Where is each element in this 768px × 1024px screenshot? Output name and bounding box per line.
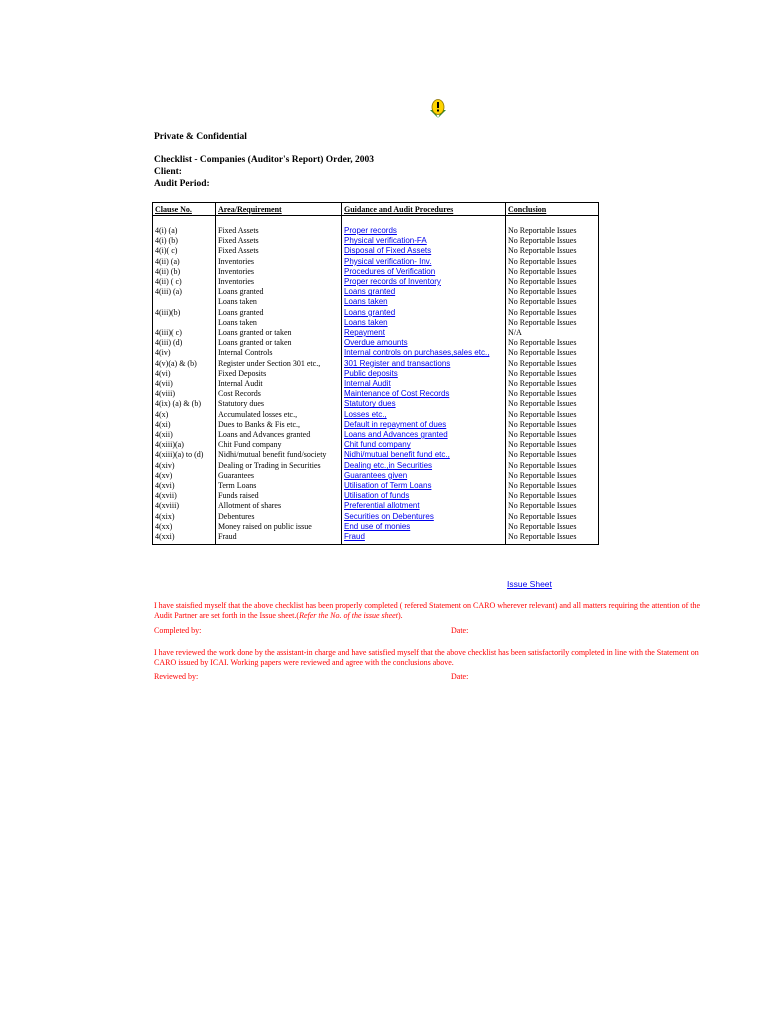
conclusion-cell: No Reportable Issues — [508, 409, 577, 419]
table-row — [153, 399, 599, 409]
guidance-link[interactable]: Loans taken — [342, 318, 506, 328]
conclusion-cell: No Reportable Issues — [508, 399, 577, 409]
guidance-link[interactable]: Securities on Debentures — [342, 512, 506, 522]
table-row — [153, 440, 599, 450]
area-cell: Term Loans — [216, 481, 342, 491]
area-cell: Inventories — [216, 257, 342, 267]
table-row — [153, 410, 599, 420]
area-cell: Fixed Deposits — [216, 369, 342, 379]
area-cell: Register under Section 301 etc., — [216, 359, 342, 369]
conclusion-cell: N/A — [508, 328, 522, 338]
table-row — [153, 318, 599, 328]
table-row — [153, 389, 599, 399]
guidance-link[interactable]: Internal Audit — [342, 379, 506, 389]
clause-cell: 4(xviii) — [153, 501, 216, 511]
conclusion-cell: No Reportable Issues — [508, 368, 577, 378]
clause-cell: 4(iii)( c) — [153, 328, 216, 338]
guidance-link[interactable]: Utilisation of funds — [342, 491, 506, 501]
table-row — [153, 532, 599, 545]
guidance-link[interactable]: End use of monies — [342, 522, 506, 532]
declaration-italic-note: Refer the No. of the issue sheet — [299, 611, 398, 620]
guidance-link[interactable]: Maintenance of Cost Records — [342, 389, 506, 399]
clause-cell: 4(xiii)(a) — [153, 440, 216, 450]
conclusion-cell: No Reportable Issues — [508, 277, 577, 287]
table-row — [153, 491, 599, 501]
table-row — [153, 277, 599, 287]
guidance-link[interactable]: Preferential allotment — [342, 501, 506, 511]
area-cell: Fixed Assets — [216, 246, 342, 256]
area-cell: Nidhi/mutual benefit fund/society — [216, 450, 342, 460]
table-row — [153, 501, 599, 511]
area-cell: Accumulated losses etc., — [216, 410, 342, 420]
conclusion-cell: No Reportable Issues — [508, 317, 577, 327]
guidance-link[interactable]: Public deposits — [342, 369, 506, 379]
table-row — [153, 420, 599, 430]
checklist-table — [152, 202, 599, 545]
guidance-link[interactable]: 301 Register and transactions — [342, 359, 506, 369]
clause-cell: 4(vii) — [153, 379, 216, 389]
clause-cell: 4(i)( c) — [153, 246, 216, 256]
area-cell: Statutory dues — [216, 399, 342, 409]
clause-cell: 4(vi) — [153, 369, 216, 379]
guidance-link[interactable]: Overdue amounts — [342, 338, 506, 348]
completed-by-label: Completed by: — [154, 626, 202, 635]
conclusion-cell: No Reportable Issues — [508, 287, 577, 297]
area-cell: Fixed Assets — [216, 226, 342, 236]
clause-cell: 4(xx) — [153, 522, 216, 532]
conclusion-cell: No Reportable Issues — [508, 246, 577, 256]
area-cell: Inventories — [216, 267, 342, 277]
logo-icon — [428, 98, 448, 120]
area-cell: Allotment of shares — [216, 501, 342, 511]
guidance-link[interactable]: Fraud — [342, 532, 506, 545]
table-row — [153, 471, 599, 481]
table-row — [153, 267, 599, 277]
clause-cell: 4(iii) (d) — [153, 338, 216, 348]
guidance-link[interactable]: Loans granted — [342, 308, 506, 318]
table-row — [153, 450, 599, 460]
area-cell: Debentures — [216, 512, 342, 522]
guidance-link[interactable]: Physical verification-FA — [342, 236, 506, 246]
conclusion-cell: No Reportable Issues — [508, 491, 577, 501]
conclusion-cell: No Reportable Issues — [508, 470, 577, 480]
table-row — [153, 430, 599, 440]
table-row — [153, 512, 599, 522]
area-cell: Fraud — [216, 532, 342, 545]
clause-cell: 4(xix) — [153, 512, 216, 522]
area-cell: Guarantees — [216, 471, 342, 481]
conclusion-cell: No Reportable Issues — [508, 440, 577, 450]
conclusion-cell: No Reportable Issues — [508, 226, 577, 235]
confidential-label: Private & Confidential — [154, 132, 247, 142]
guidance-link[interactable]: Losses etc., — [342, 410, 506, 420]
review-declaration: I have reviewed the work done by the assistant-in charge and have satisfied myself that the above checklist has been satisfactorily completed in line with the Statement on CARO issued by ICAI. Working papers were reviewed and agree with the conclusions above. — [154, 648, 699, 667]
table-row — [153, 481, 599, 491]
table-row — [153, 236, 599, 246]
conclusion-cell: No Reportable Issues — [508, 379, 577, 389]
guidance-link[interactable]: Procedures of Verification — [342, 267, 506, 277]
clause-cell: 4(iii) (a) — [153, 287, 216, 297]
clause-cell: 4(x) — [153, 410, 216, 420]
area-cell: Loans taken — [216, 318, 342, 328]
column-header-guidance: Guidance and Audit Procedures — [342, 203, 506, 216]
clause-cell: 4(ii) ( c) — [153, 277, 216, 287]
table-row — [153, 257, 599, 267]
completed-date-label: Date: — [451, 626, 469, 635]
clause-cell: 4(xiv) — [153, 461, 216, 471]
guidance-link[interactable]: Proper records — [342, 226, 506, 236]
conclusion-cell: No Reportable Issues — [508, 307, 577, 317]
table-row — [153, 287, 599, 297]
area-cell: Funds raised — [216, 491, 342, 501]
audit-period-label: Audit Period: — [154, 179, 210, 189]
guidance-link[interactable]: Nidhi/mutual benefit fund etc., — [342, 450, 506, 460]
document-header — [154, 131, 374, 190]
clause-cell — [153, 297, 216, 307]
table-row — [153, 369, 599, 379]
area-cell: Cost Records — [216, 389, 342, 399]
area-cell: Dues to Banks & Fis etc., — [216, 420, 342, 430]
document-title: Checklist - Companies (Auditor's Report) Order, 2003 — [154, 155, 374, 165]
clause-cell: 4(i) (a) — [153, 226, 216, 236]
area-cell: Loans taken — [216, 297, 342, 307]
table-row — [153, 379, 599, 389]
column-header-conclusion: Conclusion — [506, 203, 599, 216]
clause-cell: 4(ii) (a) — [153, 257, 216, 267]
area-cell: Chit Fund company — [216, 440, 342, 450]
area-cell: Loans granted or taken — [216, 328, 342, 338]
clause-cell: 4(iii)(b) — [153, 308, 216, 318]
reviewed-by-label: Reviewed by: — [154, 672, 199, 681]
conclusion-cell: No Reportable Issues — [508, 256, 577, 266]
conclusion-cell: No Reportable Issues — [508, 481, 577, 491]
area-cell: Internal Audit — [216, 379, 342, 389]
conclusion-cell: No Reportable Issues — [508, 460, 577, 470]
area-cell: Internal Controls — [216, 348, 342, 358]
conclusion-cell: No Reportable Issues — [508, 297, 577, 307]
guidance-link[interactable]: Utilisation of Term Loans — [342, 481, 506, 491]
conclusion-cell: No Reportable Issues — [508, 450, 577, 460]
table-row — [153, 308, 599, 318]
spacer-row — [153, 216, 599, 227]
conclusion-cell: No Reportable Issues — [508, 338, 577, 348]
table-row — [153, 522, 599, 532]
conclusion-cell: No Reportable Issues — [508, 430, 577, 440]
guidance-link[interactable]: Guarantees given — [342, 471, 506, 481]
clause-cell: 4(xi) — [153, 420, 216, 430]
clause-cell: 4(xii) — [153, 430, 216, 440]
issue-sheet-link[interactable]: Issue Sheet — [507, 579, 552, 589]
reviewed-date-label: Date: — [451, 672, 469, 681]
column-header-clause: Clause No. — [153, 203, 216, 216]
guidance-link[interactable]: Loans granted — [342, 287, 506, 297]
conclusion-cell: No Reportable Issues — [508, 389, 577, 399]
conclusion-cell: No Reportable Issues — [508, 419, 577, 429]
guidance-link[interactable]: Dealing etc.,in Securities — [342, 461, 506, 471]
area-cell: Loans granted or taken — [216, 338, 342, 348]
completion-declaration — [154, 601, 714, 621]
table-row — [153, 461, 599, 471]
clause-cell: 4(xv) — [153, 471, 216, 481]
guidance-link[interactable]: Loans and Advances granted — [342, 430, 506, 440]
declaration-text: I have staisfied myself that the above checklist has been properly completed ( refered Statement on CARO wherever relevant) and all matters requiring the attention of the Audit Partner are set forth in the Issue sheet.( — [154, 601, 701, 620]
table-row — [153, 226, 599, 236]
conclusion-cell: No Reportable Issues — [508, 501, 577, 511]
conclusion-cell: No Reportable Issues — [508, 358, 577, 368]
clause-cell: 4(xxi) — [153, 532, 216, 545]
table-row — [153, 359, 599, 369]
conclusion-cell: No Reportable Issues — [508, 266, 577, 276]
table-body — [153, 216, 599, 545]
clause-cell: 4(xvii) — [153, 491, 216, 501]
clause-cell: 4(ii) (b) — [153, 267, 216, 277]
area-cell: Money raised on public issue — [216, 522, 342, 532]
guidance-link[interactable]: Default in repayment of dues — [342, 420, 506, 430]
column-header-area: Area/Requirement — [216, 203, 342, 216]
conclusion-cell: No Reportable Issues — [508, 511, 577, 521]
guidance-link[interactable]: Repayment — [342, 328, 506, 338]
area-cell: Dealing or Trading in Securities — [216, 461, 342, 471]
area-cell: Loans and Advances granted — [216, 430, 342, 440]
clause-cell: 4(ix) (a) & (b) — [153, 399, 216, 409]
conclusion-cell: No Reportable Issues — [508, 236, 577, 246]
guidance-link[interactable]: Loans taken — [342, 297, 506, 307]
guidance-link[interactable]: Statutory dues — [342, 399, 506, 409]
table-row — [153, 328, 599, 338]
table-row — [153, 297, 599, 307]
area-cell: Loans granted — [216, 308, 342, 318]
table-row — [153, 348, 599, 358]
clause-cell: 4(iv) — [153, 348, 216, 358]
clause-cell: 4(xiii)(a) to (d) — [153, 450, 216, 460]
conclusion-cell: No Reportable Issues — [508, 532, 577, 542]
table-header-row — [153, 203, 599, 216]
clause-cell: 4(viii) — [153, 389, 216, 399]
area-cell: Fixed Assets — [216, 236, 342, 246]
clause-cell: 4(xvi) — [153, 481, 216, 491]
guidance-link[interactable]: Chit fund company — [342, 440, 506, 450]
client-label: Client: — [154, 167, 182, 177]
area-cell: Loans granted — [216, 287, 342, 297]
table-row — [153, 246, 599, 256]
conclusion-cell: No Reportable Issues — [508, 348, 577, 358]
clause-cell: 4(i) (b) — [153, 236, 216, 246]
clause-cell: 4(v)(a) & (b) — [153, 359, 216, 369]
declaration-end: ). — [397, 611, 403, 620]
guidance-link[interactable]: Internal controls on purchases,sales etc., — [342, 348, 506, 358]
guidance-link[interactable]: Proper records of Inventory — [342, 277, 506, 287]
guidance-link[interactable]: Disposal of Fixed Assets — [342, 246, 506, 256]
conclusion-cell: No Reportable Issues — [508, 521, 577, 531]
area-cell: Inventories — [216, 277, 342, 287]
table-row — [153, 338, 599, 348]
guidance-link[interactable]: Physical verification- Inv. — [342, 257, 506, 267]
clause-cell — [153, 318, 216, 328]
